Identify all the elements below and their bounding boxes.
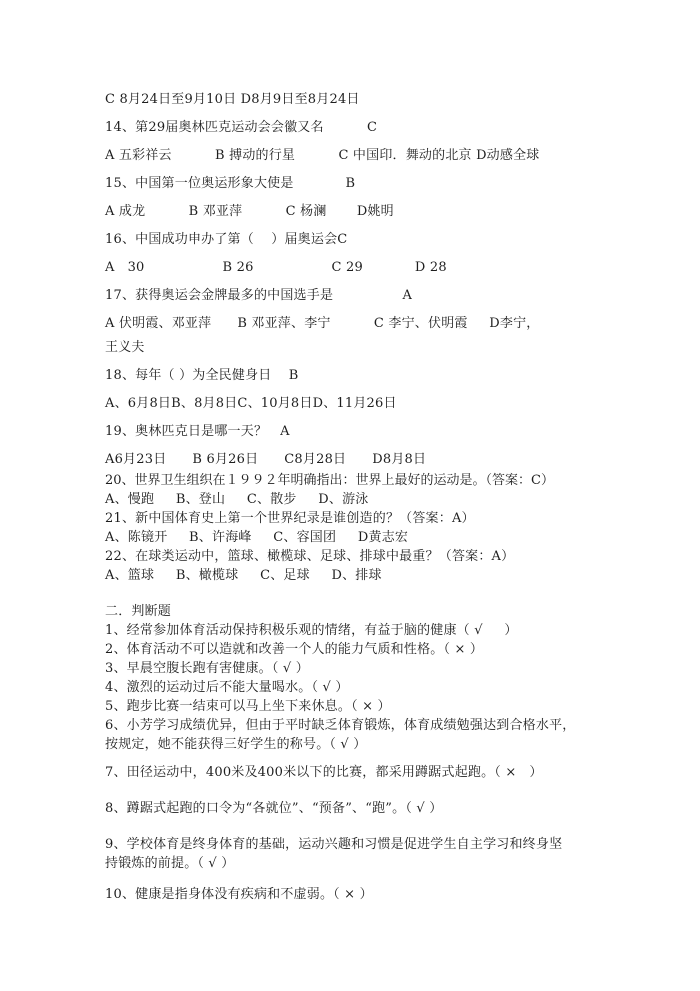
question-16-options: A 30 B 26 C 29 D 28 [105, 260, 447, 275]
judgment-1: 1、经常参加体育活动保持积极乐观的情绪，有益于脑的健康（ √ ） [105, 623, 518, 638]
text-line: C 8月24日至9月10日 D8月9日至8月24日 [105, 92, 360, 107]
question-14: 14、第29届奥林匹克运动会会徽又名 C [105, 120, 378, 135]
question-22-options: A、篮球 B、橄榄球 C、足球 D、排球 [105, 568, 382, 583]
question-20: 20、世界卫生组织在１９９２年明确指出：世界上最好的运动是。（答案：C） [105, 473, 554, 488]
judgment-7: 7、田径运动中，400米及400米以下的比赛，都采用蹲踞式起跑。（ × ） [105, 765, 543, 780]
question-18-options: A、6月8日B、8月8日C、10月8日D、11月26日 [105, 396, 397, 411]
question-21: 21、新中国体育史上第一个世界纪录是谁创造的？（答案：A） [105, 511, 475, 526]
question-16: 16、中国成功申办了第（ ）届奥运会C [105, 232, 348, 247]
question-17-options-cont: 王义夫 [105, 340, 145, 355]
question-15-options: A 成龙 B 邓亚萍 C 杨澜 D姚明 [105, 204, 394, 219]
question-21-options: A、陈镜开 B、许海峰 C、容国团 D黄志宏 [105, 530, 409, 545]
question-19-options: A6月23日 B 6月26日 C8月28日 D8月8日 [105, 452, 427, 467]
question-14-options: A 五彩祥云 B 搏动的行星 C 中国印．舞动的北京 D动感全球 [105, 148, 540, 163]
judgment-2: 2、体育活动不可以造就和改善一个人的能力气质和性格。（ × ） [105, 642, 484, 657]
judgment-3: 3、早晨空腹长跑有害健康。（ √ ） [105, 661, 309, 676]
judgment-5: 5、跑步比赛一结束可以马上坐下来休息。（ × ） [105, 699, 391, 714]
judgment-4: 4、激烈的运动过后不能大量喝水。（ √ ） [105, 680, 349, 695]
question-20-options: A、慢跑 B、登山 C、散步 D、游泳 [105, 492, 369, 507]
question-19: 19、奥林匹克日是哪一天？ A [105, 424, 290, 439]
judgment-9: 9、学校体育是终身体育的基础，运动兴趣和习惯是促进学生自主学习和终身坚 [105, 837, 563, 852]
judgment-6-cont: 按规定，她不能获得三好学生的称号。（ √ ） [105, 737, 367, 752]
section-heading: 二．判断题 [105, 604, 172, 619]
question-22: 22、在球类运动中，篮球、橄榄球、足球、排球中最重？（答案：A） [105, 549, 515, 564]
judgment-8: 8、蹲踞式起跑的口令为“各就位”、“预备”、“跑”。（ √ ） [105, 801, 443, 816]
judgment-6: 6、小芳学习成绩优异，但由于平时缺乏体育锻炼，体育成绩勉强达到合格水平， [105, 718, 576, 733]
judgment-9-cont: 持锻炼的前提。（ √ ） [105, 856, 235, 871]
judgment-10: 10、健康是指身体没有疾病和不虚弱。（ × ） [105, 887, 373, 902]
question-18: 18、每年（ ）为全民健身日 B [105, 368, 299, 383]
question-17: 17、获得奥运会金牌最多的中国选手是 A [105, 288, 413, 303]
question-17-options: A 伏明霞、邓亚萍 B 邓亚萍、李宁 C 李宁、伏明霞 D李宁， [105, 316, 540, 331]
question-15: 15、中国第一位奥运形象大使是 B [105, 176, 356, 191]
